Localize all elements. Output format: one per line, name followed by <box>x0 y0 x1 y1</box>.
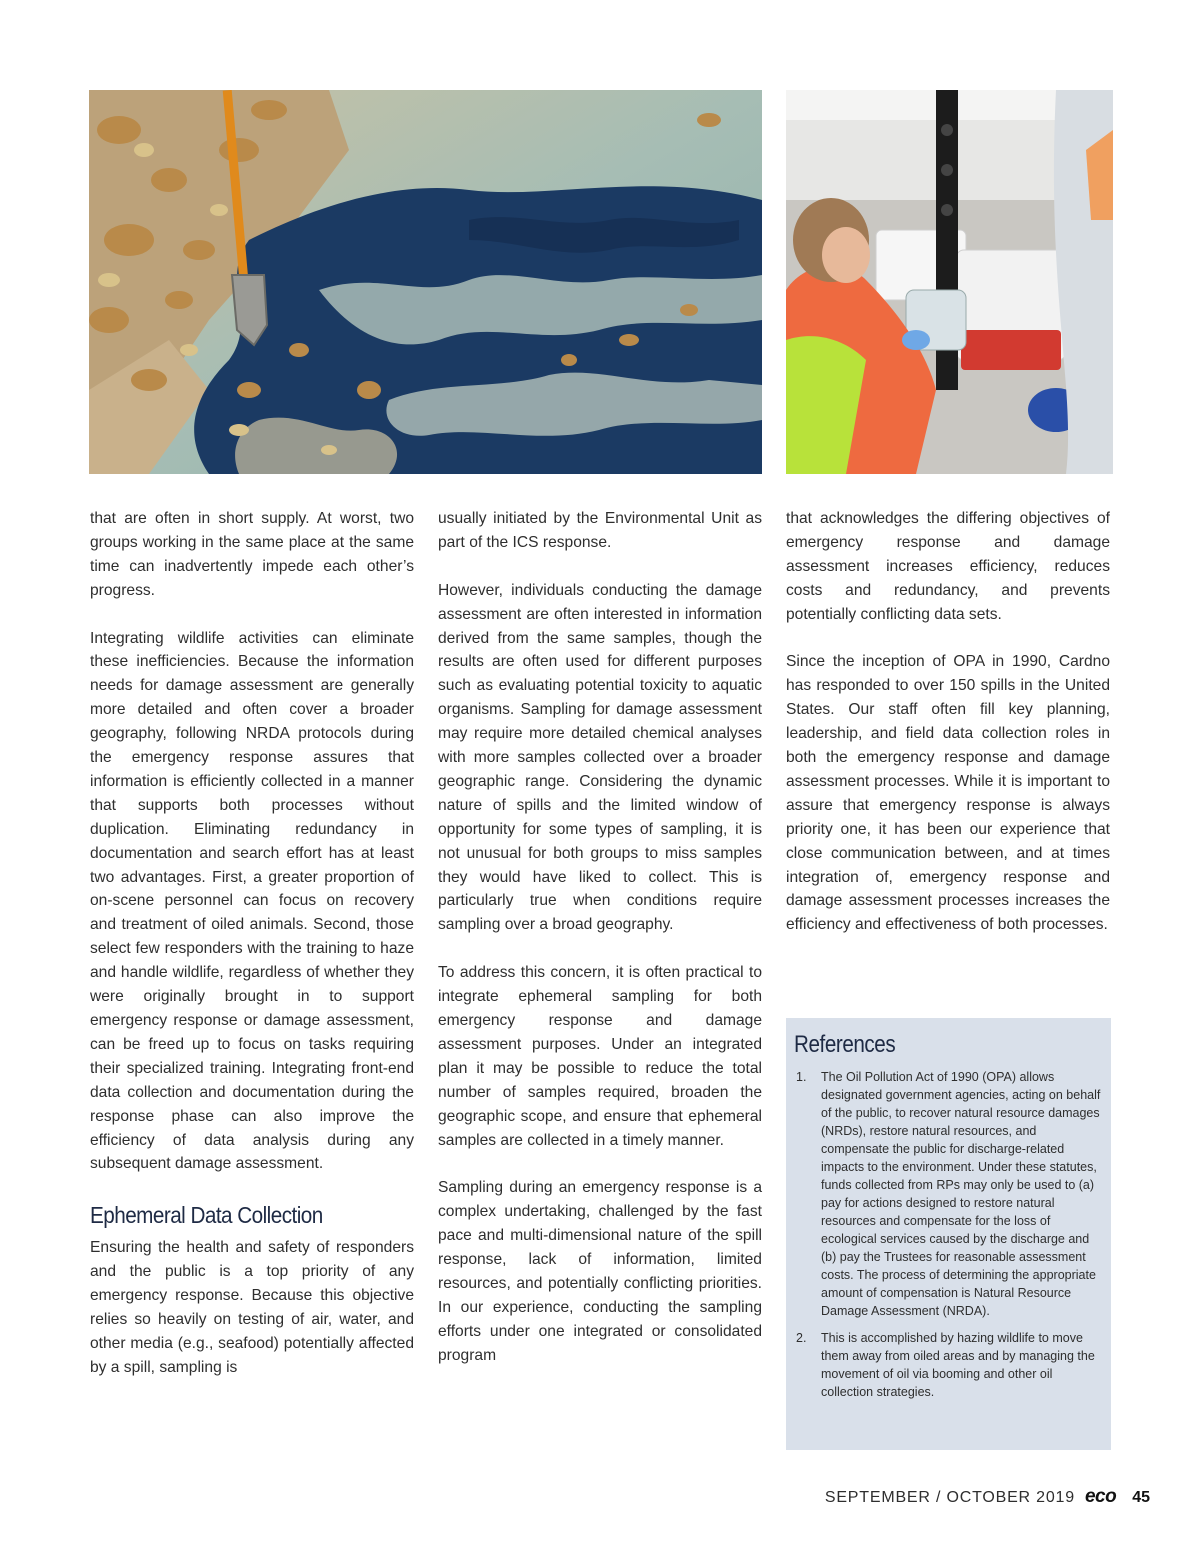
references-list <box>794 1068 1101 1401</box>
page-footer <box>825 1486 1150 1512</box>
article-column-1 <box>90 507 414 1380</box>
paragraph: that acknowledges the differing objectives of emergency response and damage assessment increases efficiency, reduces costs and redundancy, and prevents potentially conflicting data sets. <box>786 510 1110 623</box>
paragraph: usually initiated by the Environmental Unit as part of the ICS response. <box>438 510 762 551</box>
sampling-responder-photo <box>786 90 1113 474</box>
paragraph: that are often in short supply. At worst, two groups working in the same place at the same time can inadvertently impede each other’s progress. <box>90 510 414 599</box>
responder-illustration <box>786 90 1113 474</box>
reference-number: 2. <box>796 1331 807 1345</box>
blue-glove <box>902 330 930 350</box>
paragraph: Sampling during an emergency response is a complex undertaking, challenged by the fast pace and multi-dimensional nature of the spill response, lack of information, limited resources, and potentially conflicting priorities. In our experience, conducting the sampling efforts under one integrated or consolidated program <box>438 1179 762 1364</box>
reference-text: This is accomplished by hazing wildlife to move them away from oiled areas and by managing the movement of oil via booming and other oil collection strategies. <box>821 1331 1095 1399</box>
paragraph: However, individuals conducting the damage assessment are often interested in information derived from the same samples, though the results are often used for different purposes such as evaluating potential toxicity to aquatic organisms. Sampling for damage assessment may require more detailed chemical analyses with more samples collected over a broader geographic range. Considering the dynamic nature of spills and the limited window of opportunity for some types of sampling, it is not unusual for both groups to miss samples they would have liked to collect. This is particularly true when conditions require sampling over a broad geography. <box>438 581 762 934</box>
responder-face <box>822 227 870 283</box>
shoreline-illustration <box>89 90 762 474</box>
article-column-3 <box>786 507 1110 937</box>
reference-item <box>794 1068 1101 1320</box>
red-cooler <box>961 330 1061 370</box>
paragraph: Ensuring the health and safety of responders and the public is a top priority of any emergency response. Because this objective relies so heavily on testing of air, water, and other media (e.g., seafood) potentially affected by a spill, sampling is <box>90 1239 414 1376</box>
reference-number: 1. <box>796 1070 807 1084</box>
references-box <box>786 1018 1111 1450</box>
page-number: 45 <box>1132 1489 1150 1506</box>
reference-text: The Oil Pollution Act of 1990 (OPA) allows designated government agencies, acting on behalf of the public, to recover natural resource damages (NRDs), restore natural resources, and compensate the public for discharge-related impacts to the environment. Under these statutes, funds collected from RPs may only be used to (a) pay for actions designed to restore natural resources and compensate for the loss of ecological services caused by the discharge and (b) pay the Trustees for reasonable assessment costs. The process of determining the appropriate amount of compensation is Natural Resource Damage Assessment (NRDA). <box>821 1070 1101 1318</box>
paragraph: Since the inception of OPA in 1990, Cardno has responded to over 150 spills in the United States. Our staff often fill key planning, leadership, and field data collection roles in both the emergency response and damage assessment processes. While it is important to assure that emergency response is always priority one, it has been our experience that close communication between, and at times integration of, emergency response and damage assessment processes increases the efficiency and effectiveness of both processes. <box>786 653 1110 934</box>
issue-date: SEPTEMBER / OCTOBER 2019 <box>824 1489 1075 1506</box>
section-heading: Ephemeral Data Collection <box>90 1202 323 1229</box>
oiled-shoreline-photo <box>89 90 762 474</box>
references-title: References <box>794 1031 896 1058</box>
paragraph: Integrating wildlife activities can eliminate these inefficiencies. Because the information needs for damage assessment are generally more detailed and often cover a broader geography, following NRDA protocols during the emergency response assures that information is efficiently collected in a manner that supports both processes without duplication. Eliminating redundancy in documentation and search effort has at least two advantages. First, a greater proportion of on-scene personnel can focus on recovery and treatment of oiled animals. Second, those select few responders with the training to haze and handle wildlife, regardless of whether they were originally brought in to support emergency response or damage assessment, can be freed up to focus on tasks requiring their specialized training. Integrating front-end data collection and documentation during the response phase can also improve the efficiency of data analysis during any subsequent damage assessment. <box>90 629 414 1173</box>
paragraph: To address this concern, it is often practical to integrate ephemeral sampling for both emergency response and damage assessment purposes. Under an integrated plan it may be possible to reduce the total number of samples required, broaden the geographic scope, and ensure that ephemeral samples are collected in a timely manner. <box>438 964 762 1149</box>
article-column-2 <box>438 507 762 1368</box>
reference-item <box>794 1329 1101 1401</box>
magazine-logo: eco <box>1084 1486 1117 1507</box>
